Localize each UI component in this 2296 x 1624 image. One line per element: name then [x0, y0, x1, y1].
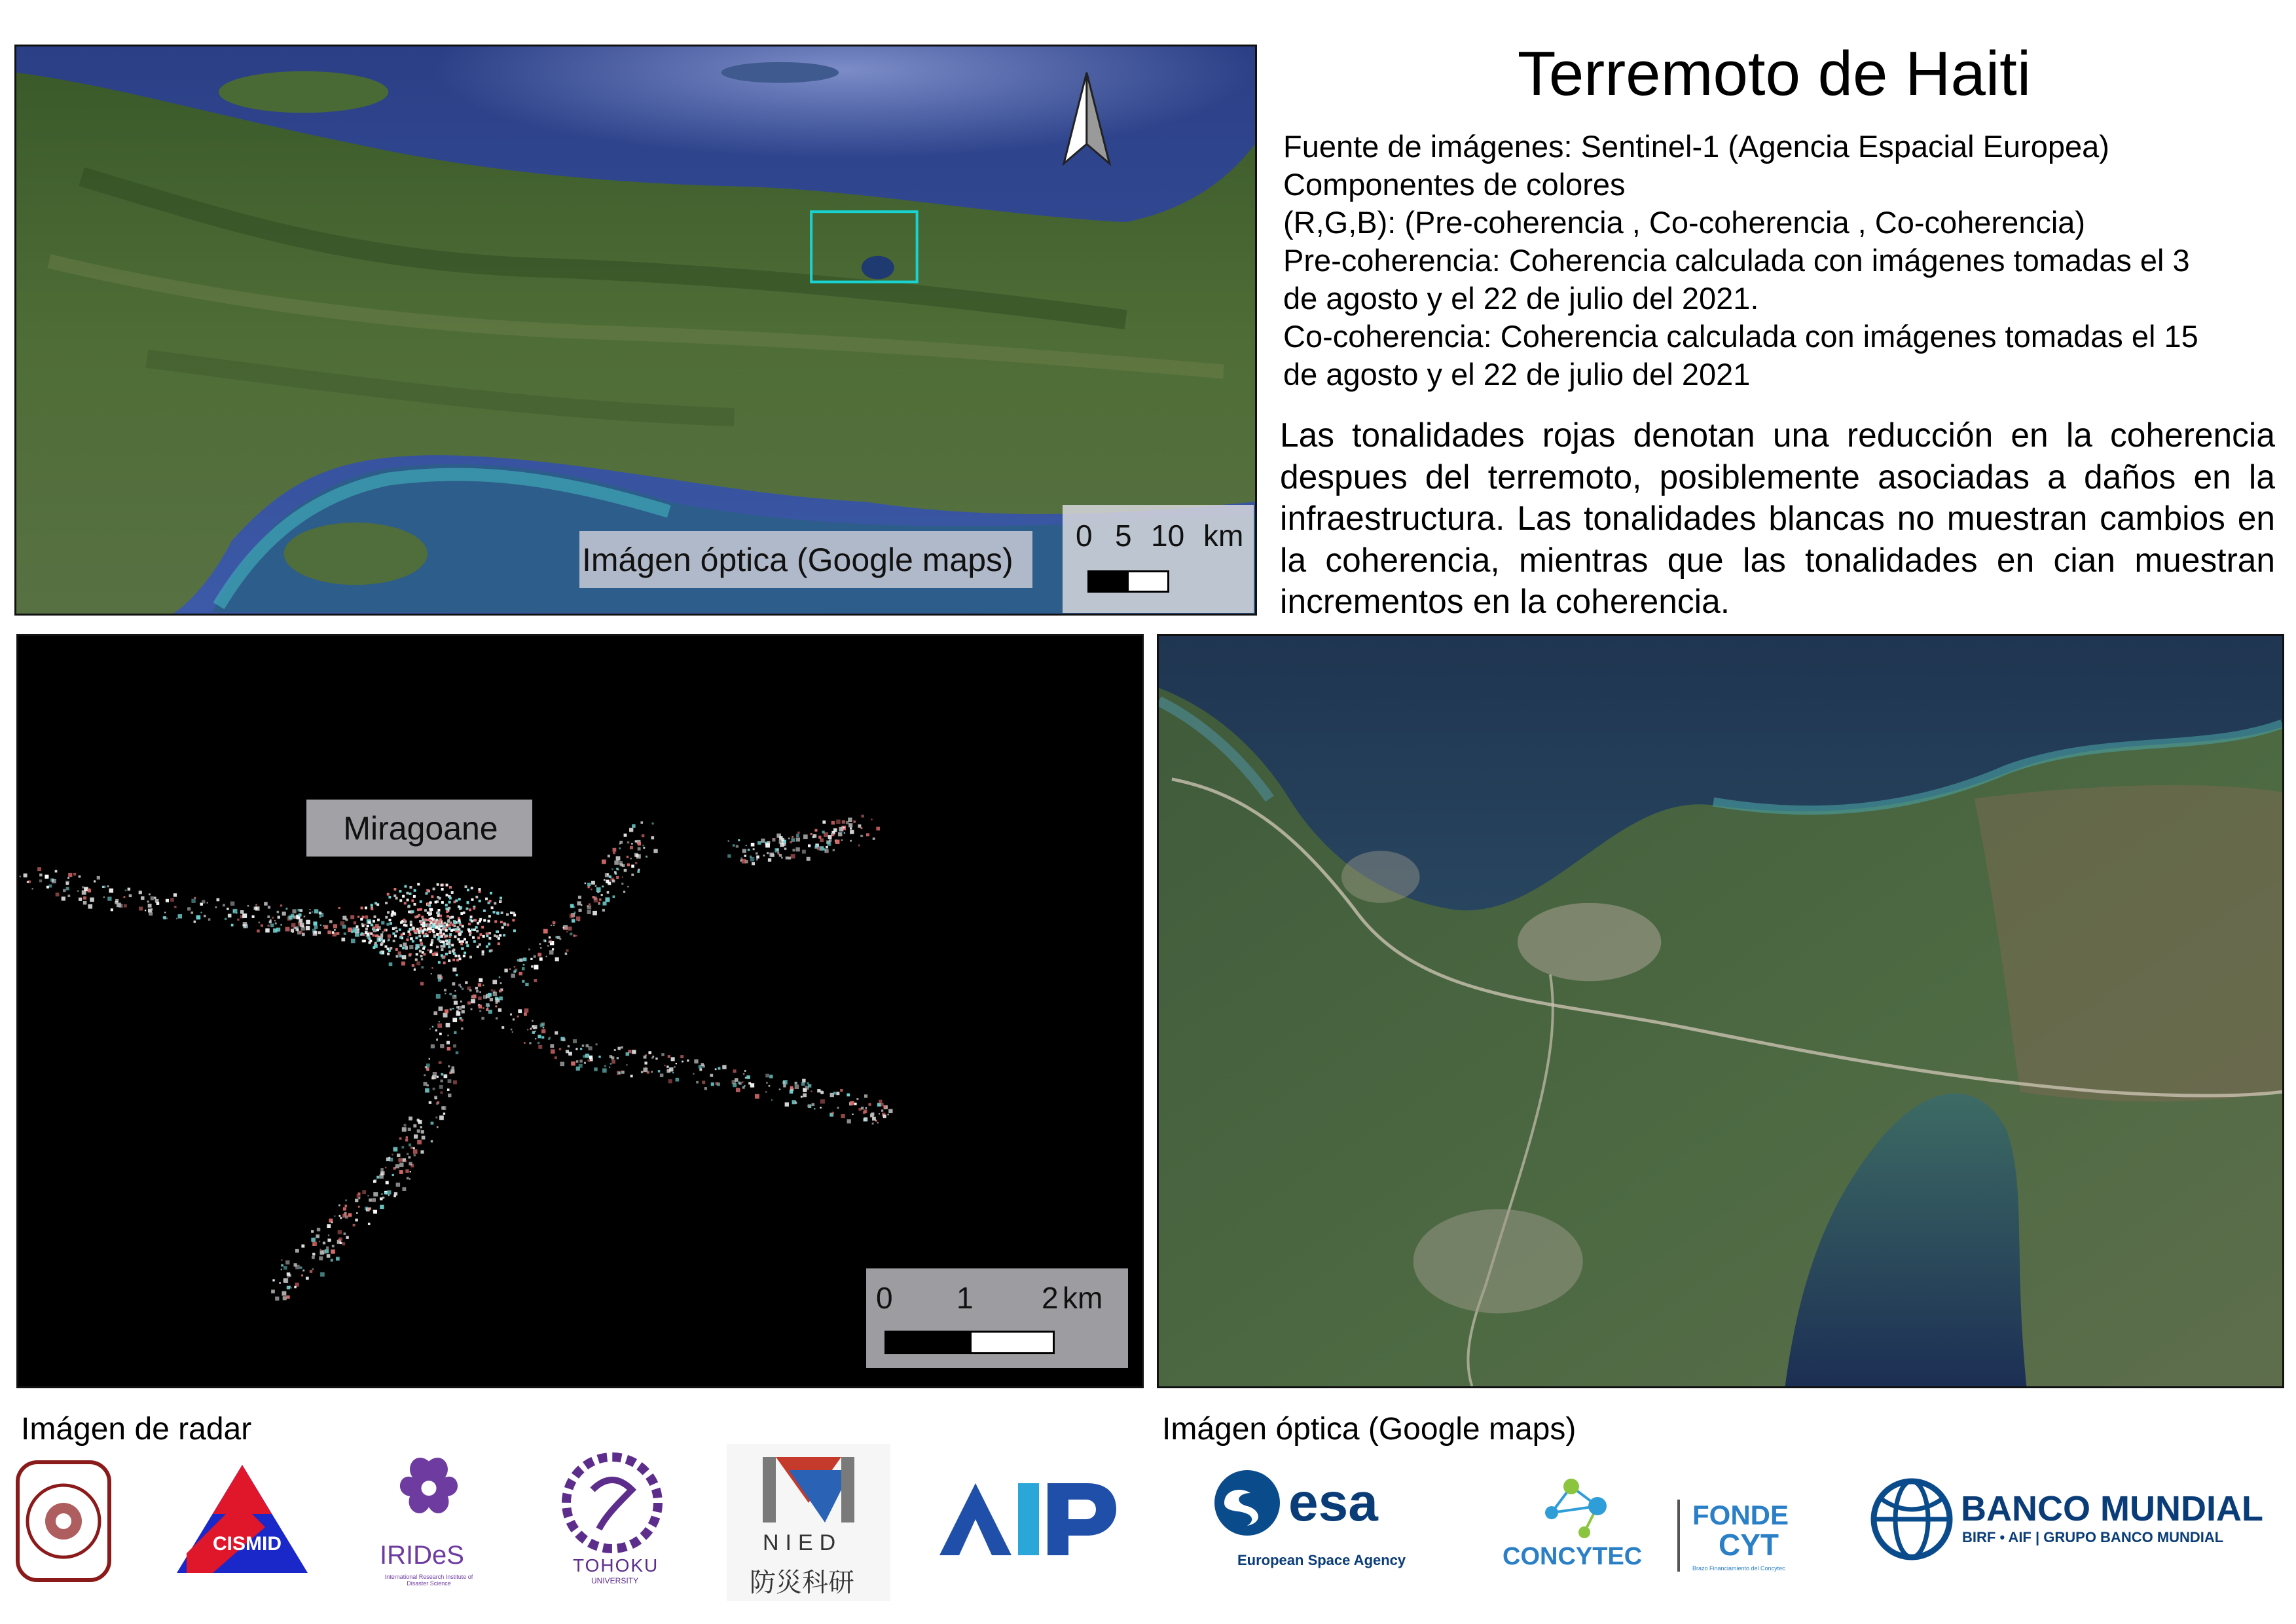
banco-mundial-logo: [1869, 1477, 2288, 1568]
scale-unit: km: [1203, 519, 1244, 553]
concytec-text: CONCYTEC: [1503, 1543, 1643, 1570]
metadata-line: Fuente de imágenes: Sentinel-1 (Agencia Espacial Europea): [1283, 129, 2109, 164]
metadata-line: Componentes de colores: [1283, 167, 1626, 202]
page-title: Terremoto de Haiti: [1517, 39, 2032, 109]
banco-mundial-text: BANCO MUNDIAL: [1961, 1489, 2263, 1528]
nied-logo: [727, 1444, 890, 1601]
metadata-block: [1283, 128, 2291, 394]
description-paragraph: Las tonalidades rojas denotan una reducción en la coherencia despues del terremoto, posiblemente asociadas a daños en la infraestructura. Las tonalidades blancas no muestran cambios en la coherencia, mientras que las tonalidades en cian muestran incrementos en la coherencia.: [1280, 416, 2275, 620]
metadata-line: de agosto y el 22 de julio del 2021.: [1283, 281, 1759, 316]
radar-caption: Imágen de radar: [21, 1412, 252, 1447]
optical-caption: Imágen óptica (Google maps): [1162, 1412, 1576, 1447]
scale-unit: km: [1063, 1281, 1103, 1315]
scale-tick-1: 1: [957, 1281, 974, 1315]
overview-map-label-text: Imágen óptica (Google maps): [582, 541, 1013, 578]
scale-tick-2: 2: [1042, 1281, 1059, 1315]
fondecyt-logo: [1692, 1500, 1810, 1578]
irides-subtext: International Research Institute of Disaster Science: [384, 1574, 473, 1587]
radar-map: [16, 634, 1144, 1388]
tohoku-subtext: UNIVERSITY: [591, 1576, 639, 1585]
irides-text: IRIDeS: [380, 1541, 464, 1570]
banco-mundial-subtext: BIRF • AIF | GRUPO BANCO MUNDIAL: [1962, 1529, 2224, 1545]
scale-tick-0: 0: [1076, 519, 1093, 553]
overview-map: [14, 45, 1257, 616]
place-label-text: Miragoane: [343, 809, 498, 847]
esa-text: esa: [1288, 1473, 1378, 1532]
logo-divider: [1677, 1500, 1680, 1572]
place-label-miragoane: [306, 800, 532, 857]
esa-subtext: European Space Agency: [1237, 1552, 1406, 1568]
optical-zoom-map: [1157, 634, 2284, 1388]
aip-logo: [936, 1480, 1120, 1559]
concytec-logo: [1499, 1473, 1669, 1572]
optical-zoom-image: [1159, 636, 2282, 1386]
unsa-seal-icon: [14, 1459, 113, 1583]
overview-scale-bar: [1063, 505, 1254, 613]
nied-text: NIED: [763, 1530, 843, 1555]
scale-tick-5: 5: [1115, 519, 1132, 553]
scale-bar-graphic: [1087, 570, 1169, 593]
tohoku-logo: [553, 1450, 671, 1588]
metadata-line: Co-coherencia: Coherencia calculada con imágenes tomadas el 15: [1283, 319, 2198, 354]
svg-text:CISMID: CISMID: [213, 1533, 282, 1555]
fondecyt-text-bottom: CYT: [1719, 1528, 1779, 1562]
radar-scale-bar: [866, 1268, 1128, 1368]
tohoku-text: TOHOKU: [573, 1555, 659, 1576]
scale-bar-graphic: [884, 1331, 1055, 1354]
overview-map-label: [579, 531, 1032, 588]
fondecyt-subtext: Brazo Financiamiento del Concytec: [1692, 1565, 1785, 1572]
metadata-line: Pre-coherencia: Coherencia calculada con imágenes tomadas el 3: [1283, 243, 2190, 278]
fondecyt-text-top: FONDE: [1692, 1500, 1789, 1530]
irides-logo: [373, 1450, 484, 1595]
cismid-logo: [173, 1462, 311, 1576]
scale-tick-10: 10: [1151, 519, 1185, 553]
nied-subtext: 防災科研: [750, 1568, 854, 1597]
esa-logo: [1211, 1467, 1408, 1585]
metadata-line: de agosto y el 22 de julio del 2021: [1283, 357, 1751, 392]
metadata-line: (R,G,B): (Pre-coherencia , Co-coherencia , Co-coherencia): [1283, 205, 2086, 240]
scale-tick-0: 0: [876, 1281, 893, 1315]
